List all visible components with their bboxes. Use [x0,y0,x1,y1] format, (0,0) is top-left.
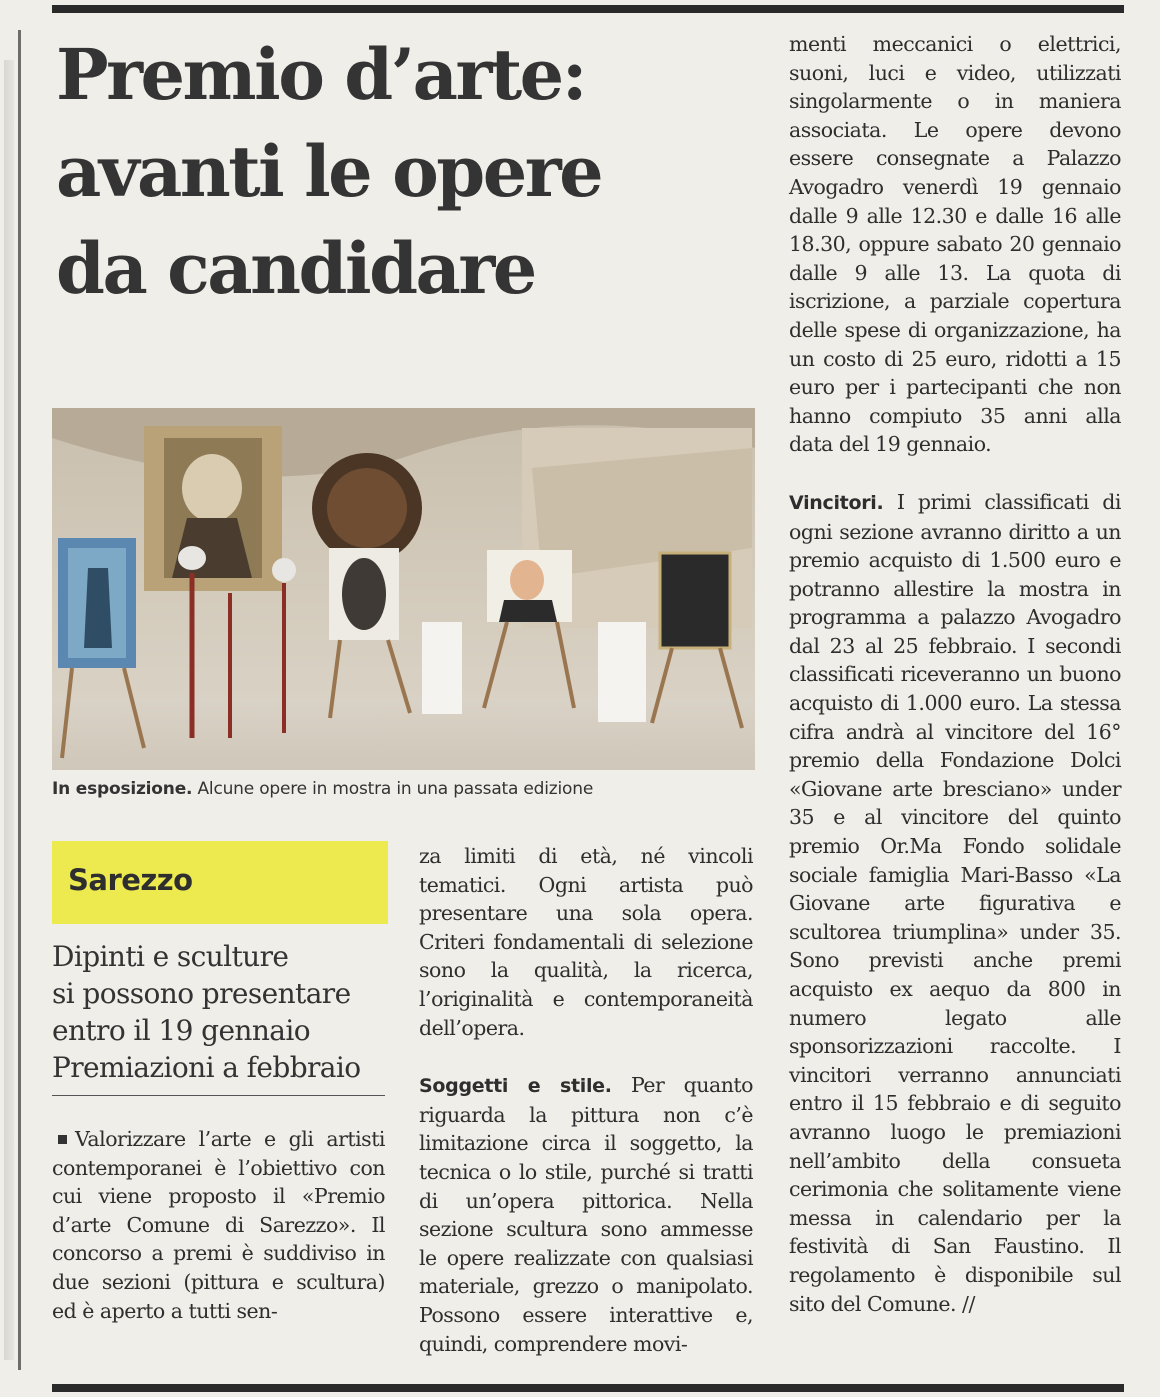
top-rule [52,5,1124,13]
location-tag [52,841,388,924]
subheadline-rule [52,1095,385,1096]
headline: Premio d’arte: avanti le opere da candidare [56,33,602,310]
body-column-1 [52,1125,385,1325]
location-tag-label: Sarezzo [68,863,193,897]
section-lead-soggetti: Soggetti e stile. [419,1075,612,1098]
body-col3-para2: I primi classificati di ogni sezione avranno diritto a un premio acquisto di 1.500 euro e potranno allestire la mostra in programma a palazzo Avogadro dal 23 al 25 febbraio. I secondi classificati riceveranno un buono acquisto di 1.000 euro. La stessa cifra andrà al vincitore del 16° premio della Fondazione Dolci «Giovane arte bresciano» under 35 e al vincitore del quinto premio Or.Ma Fondo solidale sociale famiglia Mari-Basso «La Giovane arte figurativa e scultorea triumplina» under 35. Sono previsti anche premi acquisto ex aequo da 800 in numero legato alle sponsorizzazioni raccolte. I vincitori verranno annunciati entro il 15 febbraio e di seguito avranno luogo le premiazioni nell’ambito della consueta cerimonia che solitamente viene messa in calendario per la festività di San Faustino. Il regolamento è disponibile sul sito del Comune. [789,489,1121,1316]
body-column-2 [419,842,753,1358]
body-column-3 [789,30,1121,1318]
column-divider [18,30,21,1370]
caption-lead: In esposizione. [52,779,193,799]
body-col2-para2: Per quanto riguarda la pittura non c’è limitazione circa il soggetto, la tecnica o lo stile, purché si tratti di un’opera pittorica. Nella sezione scultura sono ammesse le opere realizzate con qualsiasi materiale, grezzo o manipolato. Possono essere interattive e, quindi, comprendere movi- [419,1073,753,1356]
caption-text: Alcune opere in mostra in una passata edizione [192,779,594,799]
bottom-rule [52,1384,1124,1392]
end-mark: // [956,1291,975,1316]
body-col3-para1: menti meccanici o elettrici, suoni, luci e video, utilizzati singolarmente o in maniera associata. Le opere devono essere consegnate a Palazzo Avogadro venerdì 19 gennaio dalle 9 alle 12.30 e dalle 16 alle 18.30, oppure sabato 20 gennaio dalle 9 alle 13. La quota di iscrizione, a parziale copertura delle spese di organizzazione, ha un costo di 25 euro, ridotti a 15 euro per i partecipanti che non hanno compiuto 35 anni alla data del 19 gennaio. [789,32,1121,457]
bullet-square-icon [58,1135,67,1144]
exhibition-photo [52,408,755,770]
subheadline: Dipinti e sculture si possono presentare entro il 19 gennaio Premiazioni a febbraio [52,940,361,1084]
adjacent-page-edge [4,60,14,1360]
body-col2-para1: za limiti di età, né vincoli tematici. Ogni artista può presentare una sola opera. Criteri fondamentali di selezione sono la qualità, la ricerca, l’originalità e contemporaneità dell’opera. [419,844,753,1040]
body-col1-text: Valorizzare l’arte e gli artisti contemporanei è l’obiettivo con cui viene proposto il «Premio d’arte Comune di Sarezzo». Il concorso a premi è suddiviso in due sezioni (pittura e scultura) ed è aperto a tutti sen- [52,1127,385,1323]
photo-caption [52,779,772,799]
section-lead-vincitori: Vincitori. [789,491,884,514]
